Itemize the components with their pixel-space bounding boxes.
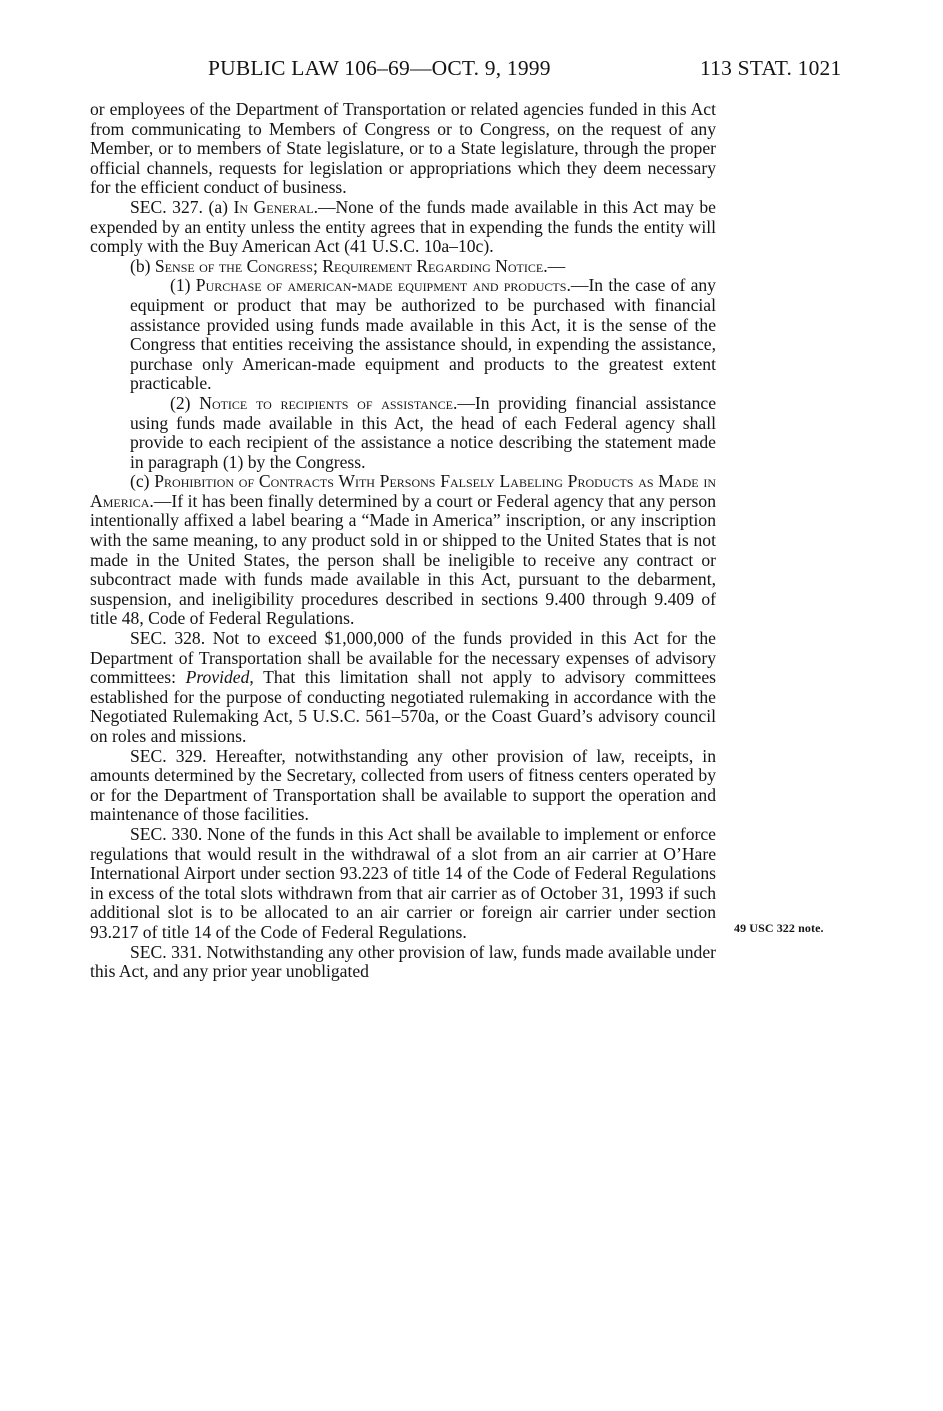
- section-327-a: [90, 198, 716, 257]
- subsection-b-label: (b): [130, 255, 155, 276]
- paragraph-2-heading: Notice to recipients of assistance: [199, 392, 453, 413]
- paragraph-2-label: (2): [170, 392, 200, 413]
- subsection-b-heading: Sense of the Congress; Requirement Regarding Notice: [154, 255, 544, 276]
- paragraph-1-text: .—In the case of any equipment or product that may be authorized to be purchased with financial assistance provided using funds made available in this Act, it is the sense of the Congress that entities receiving the assistance should, in expending the assistance, purchase only American-made equipment and products to the greatest extent practicable.: [130, 275, 716, 394]
- running-head: PUBLIC LAW 106–69—OCT. 9, 1999: [208, 56, 551, 80]
- section-331: SEC. 331. Notwithstanding any other provision of law, funds made available under this Act, and any prior year unobligated: [90, 941, 716, 982]
- section-328-provided: Provided: [185, 667, 250, 688]
- section-328-text-a: SEC. 328. Not to exceed $1,000,000 of the funds provided in this Act for the Department of Transportation shall be available for the necessary expenses of advisory committees:: [90, 628, 716, 688]
- section-328: [90, 629, 716, 747]
- subsection-c-label: (c): [130, 471, 155, 492]
- subsection-c-text: .—If it has been finally determined by a court or Federal agency that any person intentionally affixed a label bearing a “Made in America” inscription, or any inscription with the same meaning, to any product sold in or shipped to the United States that is not made in the United States, the person shall be ineligible to receive any contract or subcontract made with funds made available in this Act, pursuant to the debarment, suspension, and ineligibility procedures described in sections 9.400 through 9.409 of title 48, Code of Federal Regulations.: [90, 490, 716, 629]
- section-327-b: [90, 257, 716, 277]
- section-330: SEC. 330. None of the funds in this Act shall be available to implement or enforce regulations that would result in the withdrawal of a slot from an air carrier at O’Hare International Airport under section 93.223 of title 14 of the Code of Federal Regulations in excess of the total slots withdrawn from that air carrier as of October 31, 1993 if such additional slot is to be allocated to an air carrier or foreign air carrier under section 93.217 of title 14 of the Code of Federal Regulations.: [90, 823, 716, 942]
- paragraph-continued: or employees of the Department of Transportation or related agencies funded in this Act from communicating to Members of Congress or to Congress, on the request of any Member, or to members of State legislature, or to a State legislature, through the proper official channels, requests for legislation or appropriations which they deem necessary for the efficient conduct of business.: [90, 99, 716, 198]
- margin-note: 49 USC 322 note.: [734, 921, 824, 935]
- paragraph-1-heading: Purchase of american-made equipment and products: [195, 275, 567, 296]
- section-328-text-b: , That this limitation shall not apply to advisory committees established for the purpose of conducting negotiated rulemaking in accordance with the Negotiated Rulemaking Act, 5 U.S.C. 561–570a, or the Coast Guard’s advisory council on roles and missions.: [90, 667, 716, 746]
- section-327-text: .—None of the funds made available in this Act may be expended by an entity unless the entity agrees that in expending the funds the entity will comply with the Buy American Act (41 U.S.C. 10a–10c).: [90, 196, 716, 257]
- paragraph-2-text: .—In providing financial assistance using funds made available in this Act, the head of each Federal agency shall provide to each recipient of the assistance a notice describing the statement made in paragraph (1) by the Congress.: [130, 392, 717, 472]
- law-text-body: [90, 100, 716, 982]
- section-327-c: [90, 472, 716, 629]
- paragraph-1-label: (1): [170, 275, 196, 296]
- section-327-number: SEC. 327. (a): [130, 196, 234, 217]
- section-327-b-1: [90, 276, 716, 394]
- subsection-c-heading: Prohibition of Contracts With Persons Falsely Labeling Products as Made in America: [90, 471, 716, 511]
- section-327-heading: In General: [233, 196, 314, 217]
- section-327-b-2: [90, 394, 716, 472]
- subsection-b-text: .—: [543, 255, 566, 276]
- statute-citation: 113 STAT. 1021: [700, 56, 842, 80]
- section-329: SEC. 329. Hereafter, notwithstanding any other provision of law, receipts, in amounts determined by the Secretary, collected from users of fitness centers operated by or for the Department of Transportation shall be available to support the operation and maintenance of those facilities.: [90, 745, 716, 825]
- page-header: [0, 56, 943, 86]
